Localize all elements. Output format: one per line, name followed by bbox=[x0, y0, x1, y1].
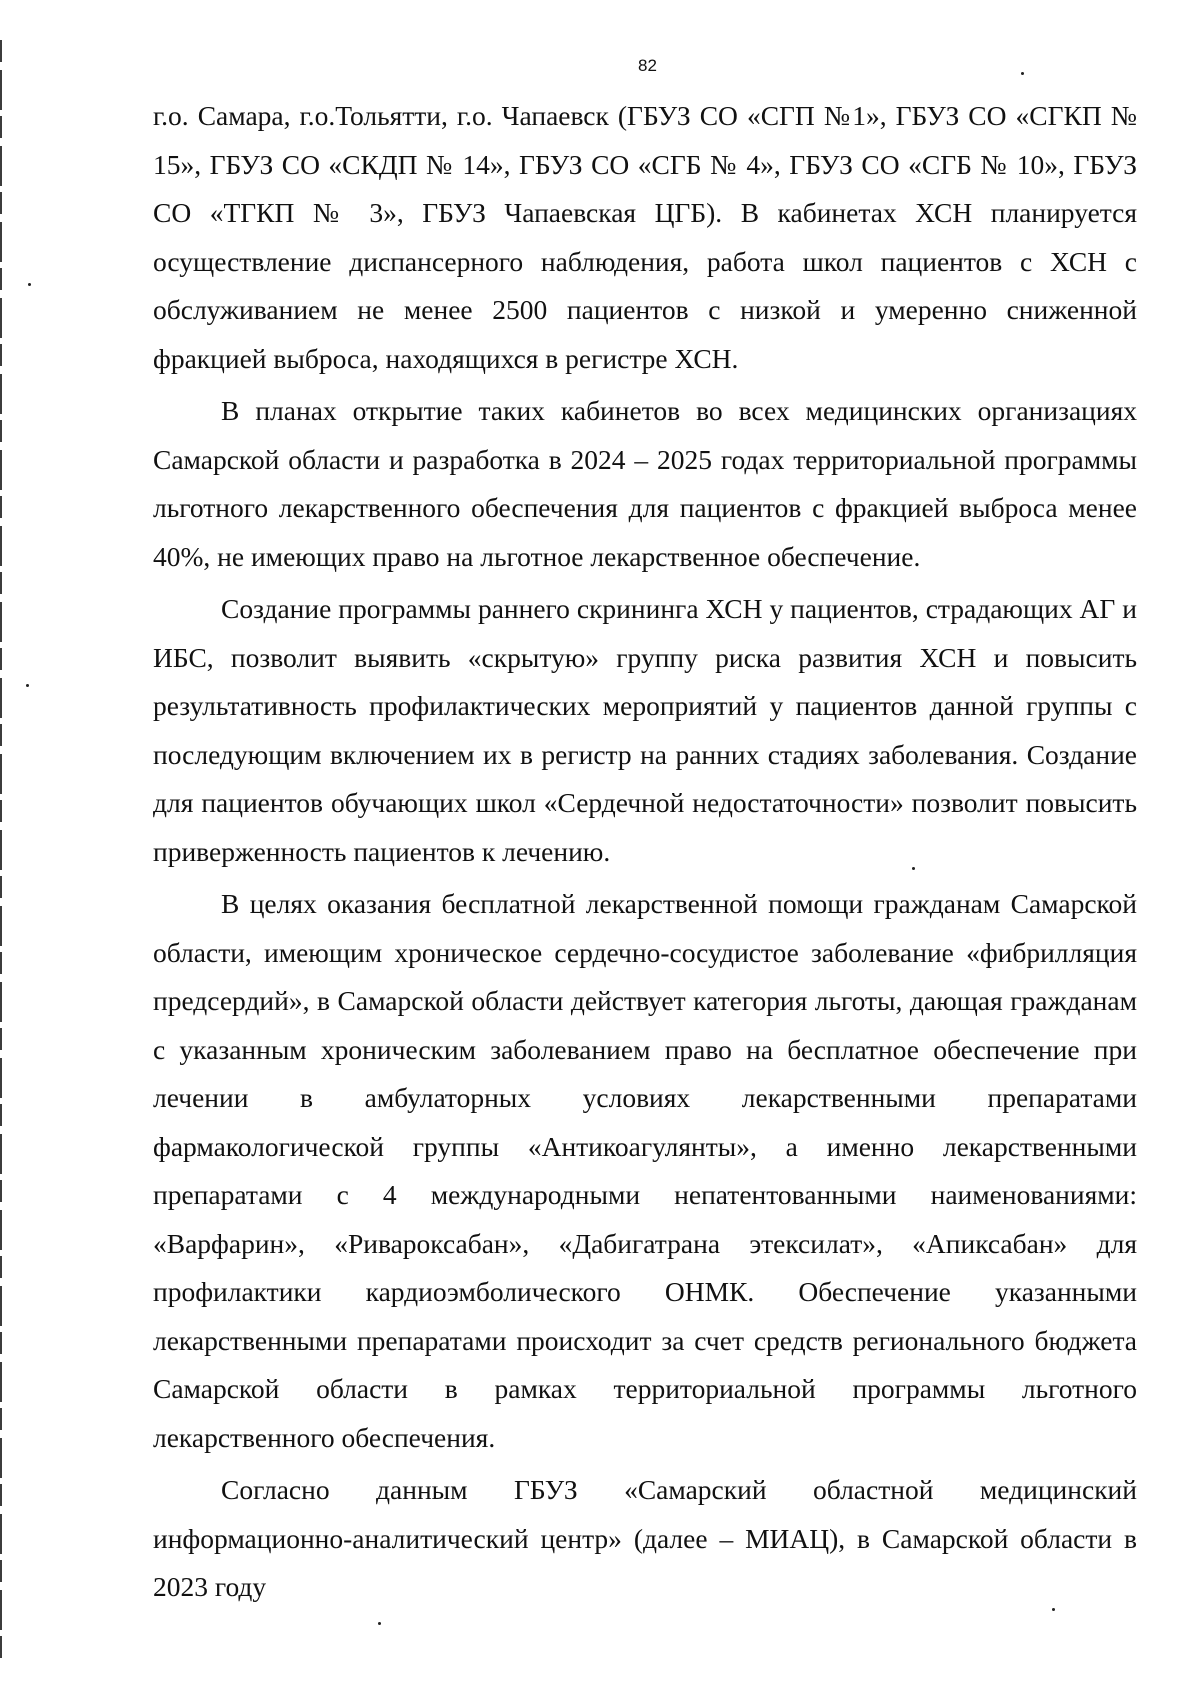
paragraph-4: В целях оказания бесплатной лекарственной помощи гражданам Самарской области, имеющим хроническое сердечно-сосудистое заболевание «фибрилляция предсердий», в Самарской области действует категория льготы, дающая гражданам с указанным хроническим заболеванием право на бесплатное обеспечение при лечении в амбулаторных условиях лекарственными препаратами фармакологической группы «Антикоагулянты», а именно лекарственными препаратами с 4 международными непатентованными наименованиями: «Варфарин», «Ривароксабан», «Дабигатрана этексилат», «Апиксабан» для профилактики кардиоэмболического ОНМК. Обеспечение указанными лекарственными препаратами происходит за счет средств регионального бюджета Самарской области в рамках территориальной программы льготного лекарственного обеспечения. bbox=[153, 888, 1137, 1453]
scan-speck bbox=[1021, 72, 1024, 75]
scan-speck bbox=[28, 283, 31, 286]
paragraph-1: г.о. Самара, г.о.Тольятти, г.о. Чапаевск (ГБУЗ СО «СГП №1», ГБУЗ СО «СГКП № 15», ГБУЗ СО «СКДП № 14», ГБУЗ СО «СГБ № 4», ГБУЗ СО «СГБ № 10», ГБУЗ СО «ТГКП № 3», ГБУЗ Чапаевская ЦГБ). В кабинетах ХСН планируется осуществление диспансерного наблюдения, работа школ пациентов с ХСН с обслуживанием не менее 2500 пациентов с низкой и умеренно сниженной фракцией выброса, находящихся в регистре ХСН. bbox=[153, 100, 1137, 374]
paragraph-2: В планах открытие таких кабинетов во всех медицинских организациях Самарской области и разработка в 2024 – 2025 годах территориальной программы льготного лекарственного обеспечения для пациентов с фракцией выброса менее 40%, не имеющих право на льготное лекарственное обеспечение. bbox=[153, 395, 1137, 572]
scan-speck bbox=[912, 867, 915, 870]
page-number: 82 bbox=[638, 56, 657, 75]
scan-speck bbox=[1052, 1608, 1055, 1611]
scan-left-edge bbox=[0, 40, 2, 1660]
scan-speck bbox=[378, 1622, 381, 1625]
paragraph-5: Согласно данным ГБУЗ «Самарский областной медицинский информационно-аналитический центр» (далее – МИАЦ), в Самарской области в 2023 году bbox=[153, 1474, 1137, 1602]
paragraph-3: Создание программы раннего скрининга ХСН у пациентов, страдающих АГ и ИБС, позволит выявить «скрытую» группу риска развития ХСН и повысить результативность профилактических мероприятий у пациентов данной группы с последующим включением их в регистр на ранних стадиях заболевания. Создание для пациентов обучающих школ «Сердечной недостаточности» позволит повысить приверженность пациентов к лечению. bbox=[153, 593, 1137, 867]
document-body bbox=[153, 92, 1137, 1612]
scan-speck bbox=[26, 684, 29, 687]
